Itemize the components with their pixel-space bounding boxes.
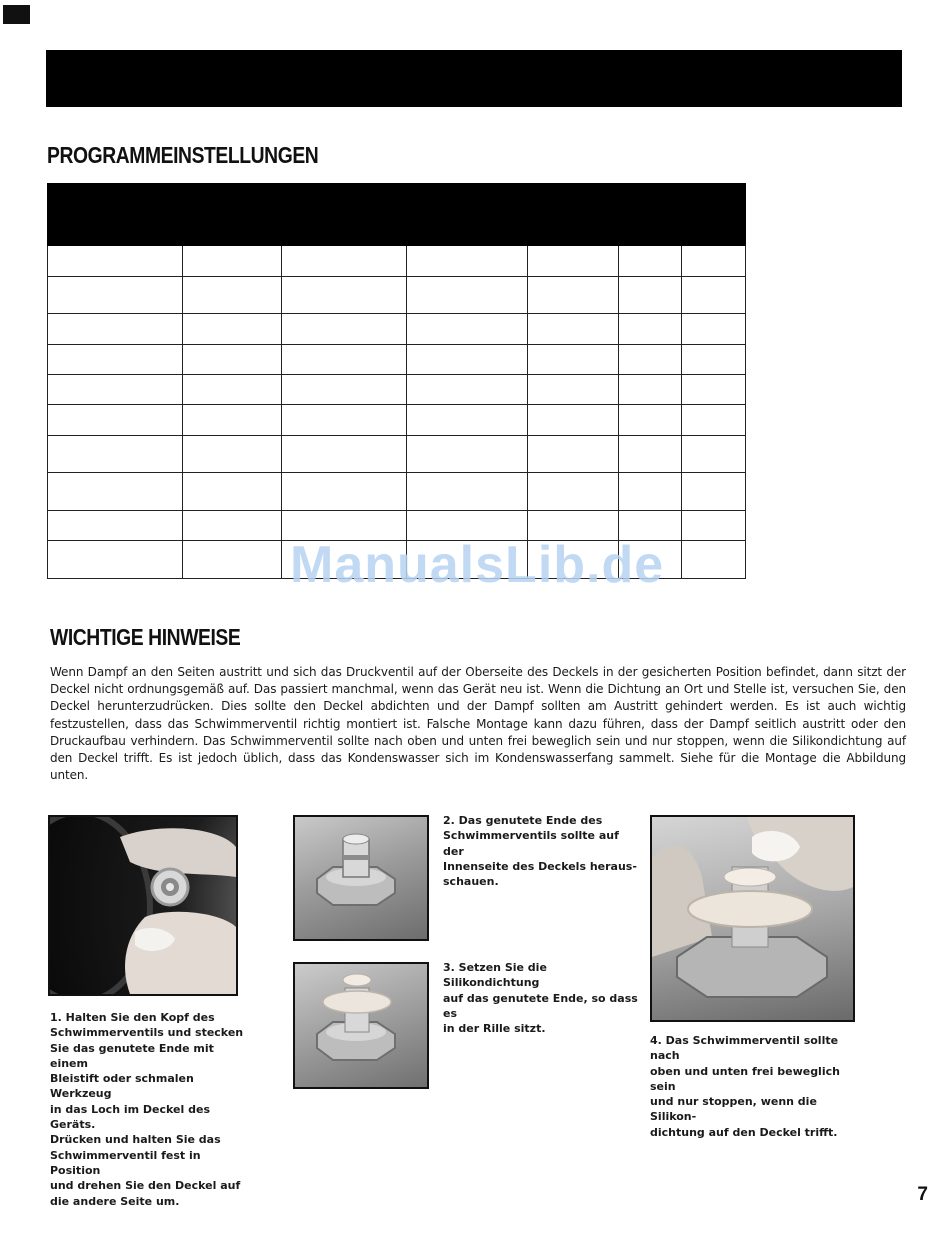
table-cell	[407, 473, 528, 511]
table-cell	[282, 405, 407, 436]
step-3-photo	[293, 962, 429, 1089]
header-band	[46, 50, 902, 107]
table-cell	[528, 436, 619, 473]
table-cell	[619, 246, 682, 277]
table-cell	[682, 314, 746, 345]
table-cell	[48, 436, 183, 473]
table-cell	[282, 436, 407, 473]
table-cell	[407, 436, 528, 473]
table-cell	[619, 375, 682, 405]
table-cell	[48, 277, 183, 314]
table-cell	[407, 345, 528, 375]
table-cell	[407, 314, 528, 345]
table-cell	[407, 277, 528, 314]
table-cell	[48, 473, 183, 511]
table-cell	[282, 473, 407, 511]
table-cell	[528, 405, 619, 436]
table-cell	[619, 436, 682, 473]
table-row	[48, 277, 746, 314]
table-cell	[682, 345, 746, 375]
table-row	[48, 314, 746, 345]
corner-tab-mark	[3, 5, 30, 24]
table-header-cell	[48, 184, 183, 246]
table-cell	[48, 511, 183, 541]
table-cell	[183, 345, 282, 375]
table-cell	[48, 541, 183, 579]
step-2-photo	[293, 815, 429, 941]
step-2-caption: 2. Das genutete Ende des Schwimmerventils sollte auf der Innenseite des Deckels heraus- schauen.	[443, 814, 637, 889]
table-header-cell	[282, 184, 407, 246]
table-header-cell	[619, 184, 746, 246]
table-header-cell	[183, 184, 282, 246]
table-cell	[528, 473, 619, 511]
table-cell	[183, 405, 282, 436]
table-cell	[48, 405, 183, 436]
step-4-caption: 4. Das Schwimmerventil sollte nach oben und unten frei beweglich sein und nur stoppen, wenn die Silikon- dichtung auf den Deckel trifft.	[650, 1034, 840, 1139]
table-cell	[282, 375, 407, 405]
table-cell	[48, 375, 183, 405]
table-cell	[407, 375, 528, 405]
table-cell	[528, 345, 619, 375]
table-cell	[682, 405, 746, 436]
table-cell	[282, 277, 407, 314]
table-cell	[183, 277, 282, 314]
table-cell	[682, 246, 746, 277]
step-1-photo	[48, 815, 238, 996]
table-cell	[682, 375, 746, 405]
table-row	[48, 473, 746, 511]
table-cell	[407, 405, 528, 436]
step-3-illustration	[295, 964, 427, 1087]
important-notes-title: WICHTIGE HINWEISE	[50, 624, 241, 650]
table-cell	[183, 314, 282, 345]
table-cell	[48, 314, 183, 345]
page-number: 7	[917, 1184, 928, 1205]
important-notes-body: Wenn Dampf an den Seiten austritt und sich das Druckventil auf der Oberseite des Deckels in der gesicherten Position befindet, dann sitzt der Deckel nicht ordnungsgemäß auf. Das passiert manchmal, wenn das Gerät neu ist. Wenn die Dichtung an Ort und Stelle ist, versuchen Sie, den Deckel herunterzudrücken. Dies sollte den Deckel abdichten und der Dampf sollten am Austritt gehindert werden. Es ist auch wichtig festzustellen, dass das Schwimmerventil richtig montiert ist. Falsche Montage kann dazu führen, dass der Dampf seitlich austritt oder den Druckaufbau verhindern. Das Schwimmerventil sollte nach oben und unten frei beweglich sein und nur stoppen, wenn die Silikondichtung auf den Deckel trifft. Es ist jedoch üblich, dass das Kondenswasser sich im Kondenswasserfang sammelt. Siehe für die Montage die Abbildung unten.	[50, 665, 906, 783]
table-cell	[48, 345, 183, 375]
step-1-caption: 1. Halten Sie den Kopf des Schwimmerventils und stecken Sie das genutete Ende mit einem Bleistift oder schmalen Werkzeug in das Loch im Deckel des Geräts. Drücken und halten Sie das Schwimmerventil fest in Position und drehen Sie den Deckel auf die andere Seite um.	[50, 1011, 244, 1208]
step-4-photo	[650, 815, 855, 1022]
table-cell	[282, 246, 407, 277]
table-cell	[528, 375, 619, 405]
table-cell	[682, 473, 746, 511]
table-cell	[528, 246, 619, 277]
table-row	[48, 246, 746, 277]
program-settings-title: PROGRAMMEINSTELLUNGEN	[47, 142, 319, 168]
table-cell	[48, 246, 183, 277]
table-row	[48, 405, 746, 436]
table-cell	[407, 246, 528, 277]
table-row	[48, 375, 746, 405]
table-cell	[682, 541, 746, 579]
step-2-illustration	[295, 817, 427, 939]
table-cell	[619, 314, 682, 345]
table-cell	[282, 314, 407, 345]
table-cell	[183, 375, 282, 405]
table-cell	[528, 314, 619, 345]
table-cell	[619, 345, 682, 375]
table-header-cell	[528, 184, 619, 246]
step-4-illustration	[652, 817, 853, 1020]
table-cell	[528, 277, 619, 314]
table-cell	[183, 436, 282, 473]
table-cell	[619, 473, 682, 511]
table-cell	[183, 246, 282, 277]
table-cell	[682, 277, 746, 314]
table-cell	[682, 436, 746, 473]
table-cell	[619, 405, 682, 436]
table-header-row	[48, 184, 746, 246]
step-3-caption: 3. Setzen Sie die Silikondichtung auf das genutete Ende, so dass es in der Rille sitzt.	[443, 961, 638, 1036]
program-settings-table	[47, 183, 746, 579]
table-cell	[619, 277, 682, 314]
table-cell	[682, 511, 746, 541]
table-cell	[183, 541, 282, 579]
step-1-illustration	[50, 817, 236, 994]
table-row	[48, 345, 746, 375]
table-cell	[282, 345, 407, 375]
table-header-cell	[407, 184, 528, 246]
table-row	[48, 436, 746, 473]
watermark-text: ManualsLib.de	[290, 536, 665, 594]
table-cell	[183, 511, 282, 541]
table-cell	[183, 473, 282, 511]
